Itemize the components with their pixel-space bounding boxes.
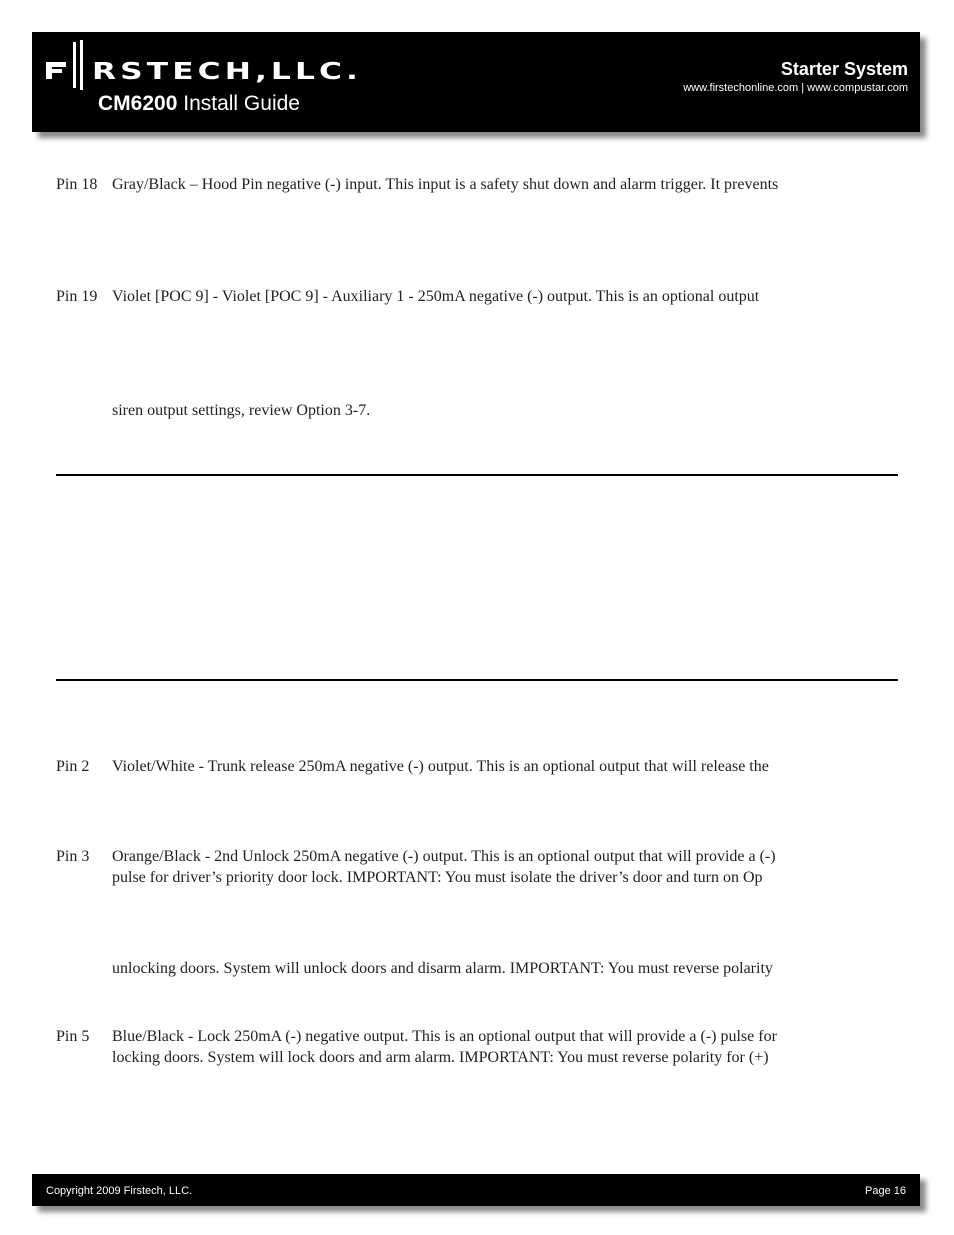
pin-label: Pin 18: [56, 176, 98, 193]
guide-label: Install Guide: [183, 92, 300, 115]
siren-settings-line: siren output settings, review Option 3-7.: [112, 402, 371, 419]
copyright-text: Copyright 2009 Firstech, LLC.: [46, 1185, 193, 1197]
description-line: pulse for driver’s priority door lock. IMPORTANT: You must isolate the driver’s door and turn on Op: [112, 869, 763, 886]
page-number: Page 16: [865, 1185, 906, 1197]
page-footer: [32, 1174, 920, 1206]
svg-text:RSTECH,LLC.: RSTECH,LLC.: [92, 59, 362, 85]
description-line: Orange/Black - 2nd Unlock 250mA negative (-) output. This is an optional output that will provide a (-): [112, 848, 776, 865]
header-info: [683, 58, 908, 95]
pin-label: Pin 5: [56, 1028, 90, 1045]
section-divider-bottom: [56, 679, 898, 681]
pin3-row: [56, 846, 896, 888]
pin-label: Pin 19: [56, 288, 98, 305]
description-line: locking doors. System will lock doors and arm alarm. IMPORTANT: You must reverse polarity for (+): [112, 1049, 769, 1066]
model-name: CM6200: [98, 92, 178, 115]
description-line: Blue/Black - Lock 250mA (-) negative output. This is an optional output that will provide a (-) pulse for: [112, 1028, 777, 1045]
section-divider-top: [56, 474, 898, 476]
pin19-row: [56, 286, 896, 307]
guide-title: [98, 92, 300, 116]
pin18-row: [56, 174, 896, 195]
pin-label: Pin 2: [56, 758, 90, 775]
pin5-row: [56, 1026, 896, 1068]
pin-label: Pin 3: [56, 848, 90, 865]
page-header: [32, 32, 920, 132]
pin-description: [112, 1026, 896, 1068]
pin2-row: [56, 756, 896, 777]
firstech-logo: [46, 40, 376, 90]
website-urls: www.firstechonline.com | www.compustar.com: [683, 82, 908, 94]
pin-description: Violet [POC 9] - Violet [POC 9] - Auxiliary 1 - 250mA negative (-) output. This is an optional output: [112, 288, 760, 305]
unlock-doors-line: unlocking doors. System will unlock doors and disarm alarm. IMPORTANT: You must reverse polarity: [112, 960, 773, 977]
pin-description: [112, 846, 896, 888]
system-title: Starter System: [780, 59, 908, 79]
pin-description: Violet/White - Trunk release 250mA negative (-) output. This is an optional output that will release the: [112, 758, 769, 775]
pin-description: Gray/Black – Hood Pin negative (-) input. This input is a safety shut down and alarm trigger. It prevents: [112, 176, 779, 193]
